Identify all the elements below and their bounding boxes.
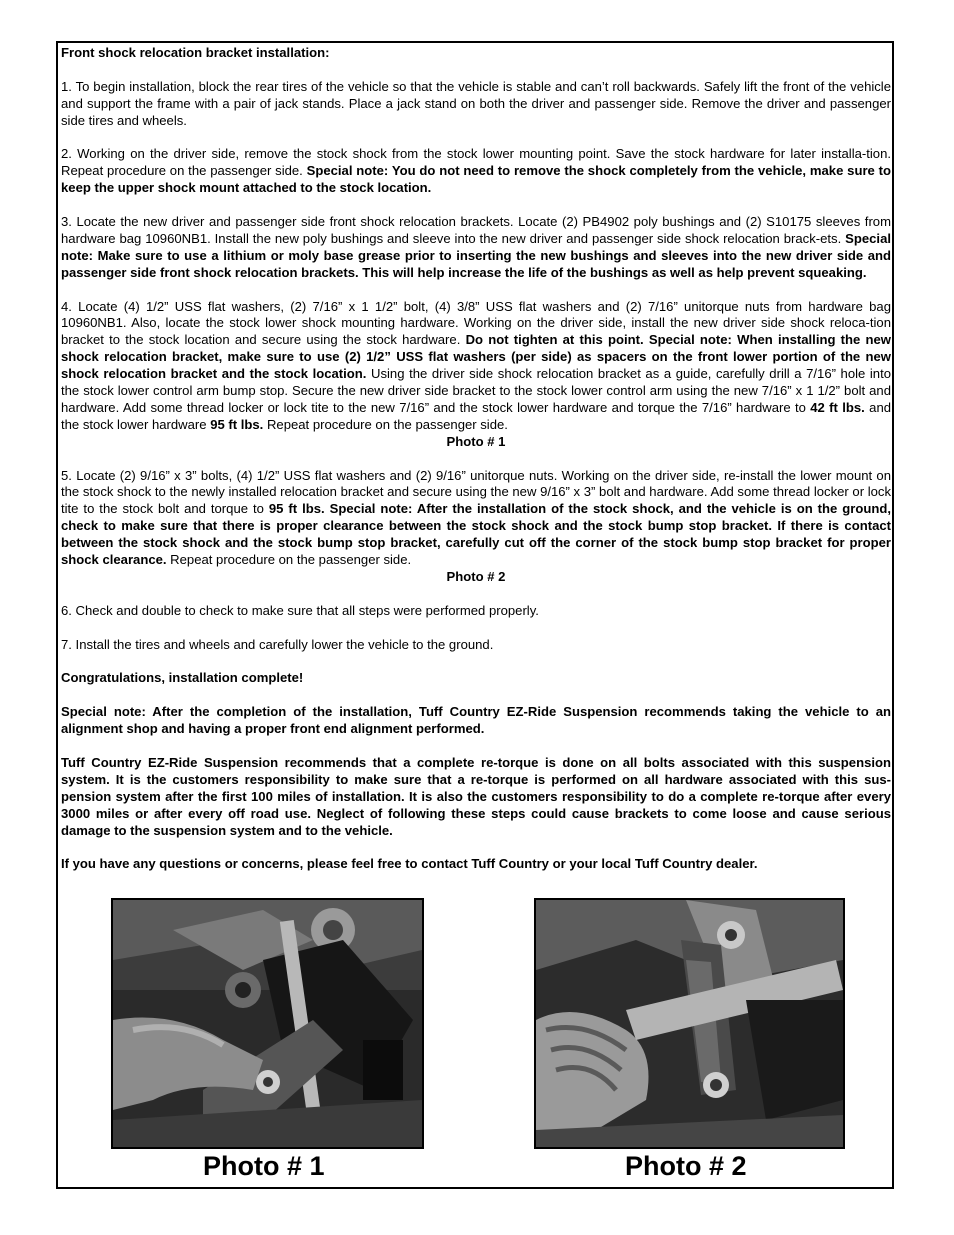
photo-2-caption: Photo # 2	[625, 1151, 747, 1181]
step-4-text-3: and the stock lower hardware	[61, 399, 892, 432]
step-5-text-2: Repeat procedure on the passenger side.	[166, 552, 412, 568]
step-5-text: 5. Locate (2) 9/16” x 3” bolts, (4) 1/2” USS flat washers and (2) 9/16” unitorque nuts. Working on the driver side, re-install the lower mount on the stock shock to the newly installed relocation bracket and secure using the new 9/16” x 3” bolt and hardware. Add some thread locker or lock tite to the stock bolt and torque to	[61, 467, 891, 517]
congrats-text: Congratulations, installation complete!	[61, 670, 304, 686]
step-6: 6. Check and double to check to make sure that all steps were performed properly.	[61, 602, 539, 618]
step-1: 1. To begin installation, block the rear tires of the vehicle so that the vehicle is stable and can’t roll backwards. Safely lift the front of the vehicle and support the frame with a pair of jack stands. Place a jack stand on both the driver and passenger side. Remove the driver and passenger side tires and wheels.	[61, 78, 891, 128]
step-3-note: Special note: Make sure to use a lithium or moly base grease prior to inserting the new bushings and sleeves into the new driver side and passenger side front shock relocation brackets. This will help increase the life of the bushings as well as help prevent squeaking.	[61, 230, 891, 280]
step-5-photo-ref: Photo # 2	[446, 569, 506, 585]
photo-1-image	[111, 898, 424, 1149]
retorque-note: Tuff Country EZ-Ride Suspension recommends that a complete re-torque is done on all bolts associated with this suspension system. It is the customers responsibility to make sure that a re-torque is performed on all hardware associated with this sus-pension system after the first 100 miles of installation. It is also the customers responsibility to do a complete re-torque after every 3000 miles or after every off road use. Neglect of following these steps could cause brackets to come loose and cause serious damage to the suspension system and to the vehicle.	[61, 754, 891, 838]
step-2	[61, 146, 891, 197]
step-4-text-2: Using the driver side shock relocation bracket as a guide, carefully drill a 7/16” hole into the stock lower control arm bump stop. Secure the new driver side bracket to the stock lower control arm using the new 7/16” x 1 1/2” bolt and hardware. Add some thread locker or lock tite to the new 7/16” and the stock lower hardware and torque the 7/16” hardware to	[61, 366, 891, 415]
step-4-note: Do not tighten at this point. Special note: When installing the new shock relocation bracket, make sure to use (2) 1/2” USS flat washers (per side) as spacers on the front lower portion of the new shock relocation bracket and the stock location.	[61, 332, 891, 382]
step-3	[61, 214, 891, 282]
step-4	[61, 299, 891, 434]
step-4-text-4: Repeat procedure on the passenger side.	[263, 416, 508, 432]
step-4-photo-ref: Photo # 1	[446, 433, 506, 449]
step-4-torque-1: 42 ft lbs.	[810, 399, 865, 415]
instruction-text	[61, 45, 891, 890]
step-4-torque-2: 95 ft lbs.	[210, 416, 264, 432]
step-3-text: 3. Locate the new driver and passenger side front shock relocation brackets. Locate (2) PB4902 poly bushings and (2) S10175 sleeves from hardware bag 10960NB1. Install the new poly bushings and sleeve into the new driver and passenger side shock relocation brack-ets.	[61, 214, 891, 246]
step-2-note: Special note: You do not need to remove the shock completely from the vehicle, make sure to keep the upper shock mount attached to the stock location.	[61, 163, 891, 196]
instruction-frame	[56, 41, 894, 1189]
photo-2-image	[534, 898, 845, 1149]
step-7: 7. Install the tires and wheels and carefully lower the vehicle to the ground.	[61, 636, 494, 652]
step-4-text: 4. Locate (4) 1/2” USS flat washers, (2) 7/16” x 1 1/2” bolt, (4) 3/8” USS flat washers and (2) 7/16” unitorque nuts from hardware bag 10960NB1. Also, locate the stock lower shock mounting hardware. Working on the driver side, install the new driver side shock reloca-tion bracket to the stock location and secure using the stock hardware.	[61, 298, 891, 348]
alignment-note: Special note: After the completion of the installation, Tuff Country EZ-Ride Suspension recommends taking the vehicle to an alignment shop and having a proper front end alignment performed.	[61, 704, 891, 737]
step-5	[61, 468, 891, 569]
photo-1-caption: Photo # 1	[203, 1151, 325, 1181]
contact-note: If you have any questions or concerns, please feel free to contact Tuff Country or your local Tuff Country dealer.	[61, 856, 758, 872]
step-5-note: 95 ft lbs. Special note: After the installation of the stock shock, and the vehicle is on the ground, check to make sure that there is proper clearance between the stock shock and the stock bump stop bracket. If there is contact between the stock shock and the stock bump stop bracket, carefully cut off the corner of the stock bump stop bracket for proper shock clearance.	[61, 501, 891, 568]
step-2-text: 2. Working on the driver side, remove the stock shock from the stock lower mounting point. Save the stock hardware for later installa-tion. Repeat procedure on the passenger side.	[61, 146, 891, 179]
section-title: Front shock relocation bracket installation:	[61, 45, 330, 60]
